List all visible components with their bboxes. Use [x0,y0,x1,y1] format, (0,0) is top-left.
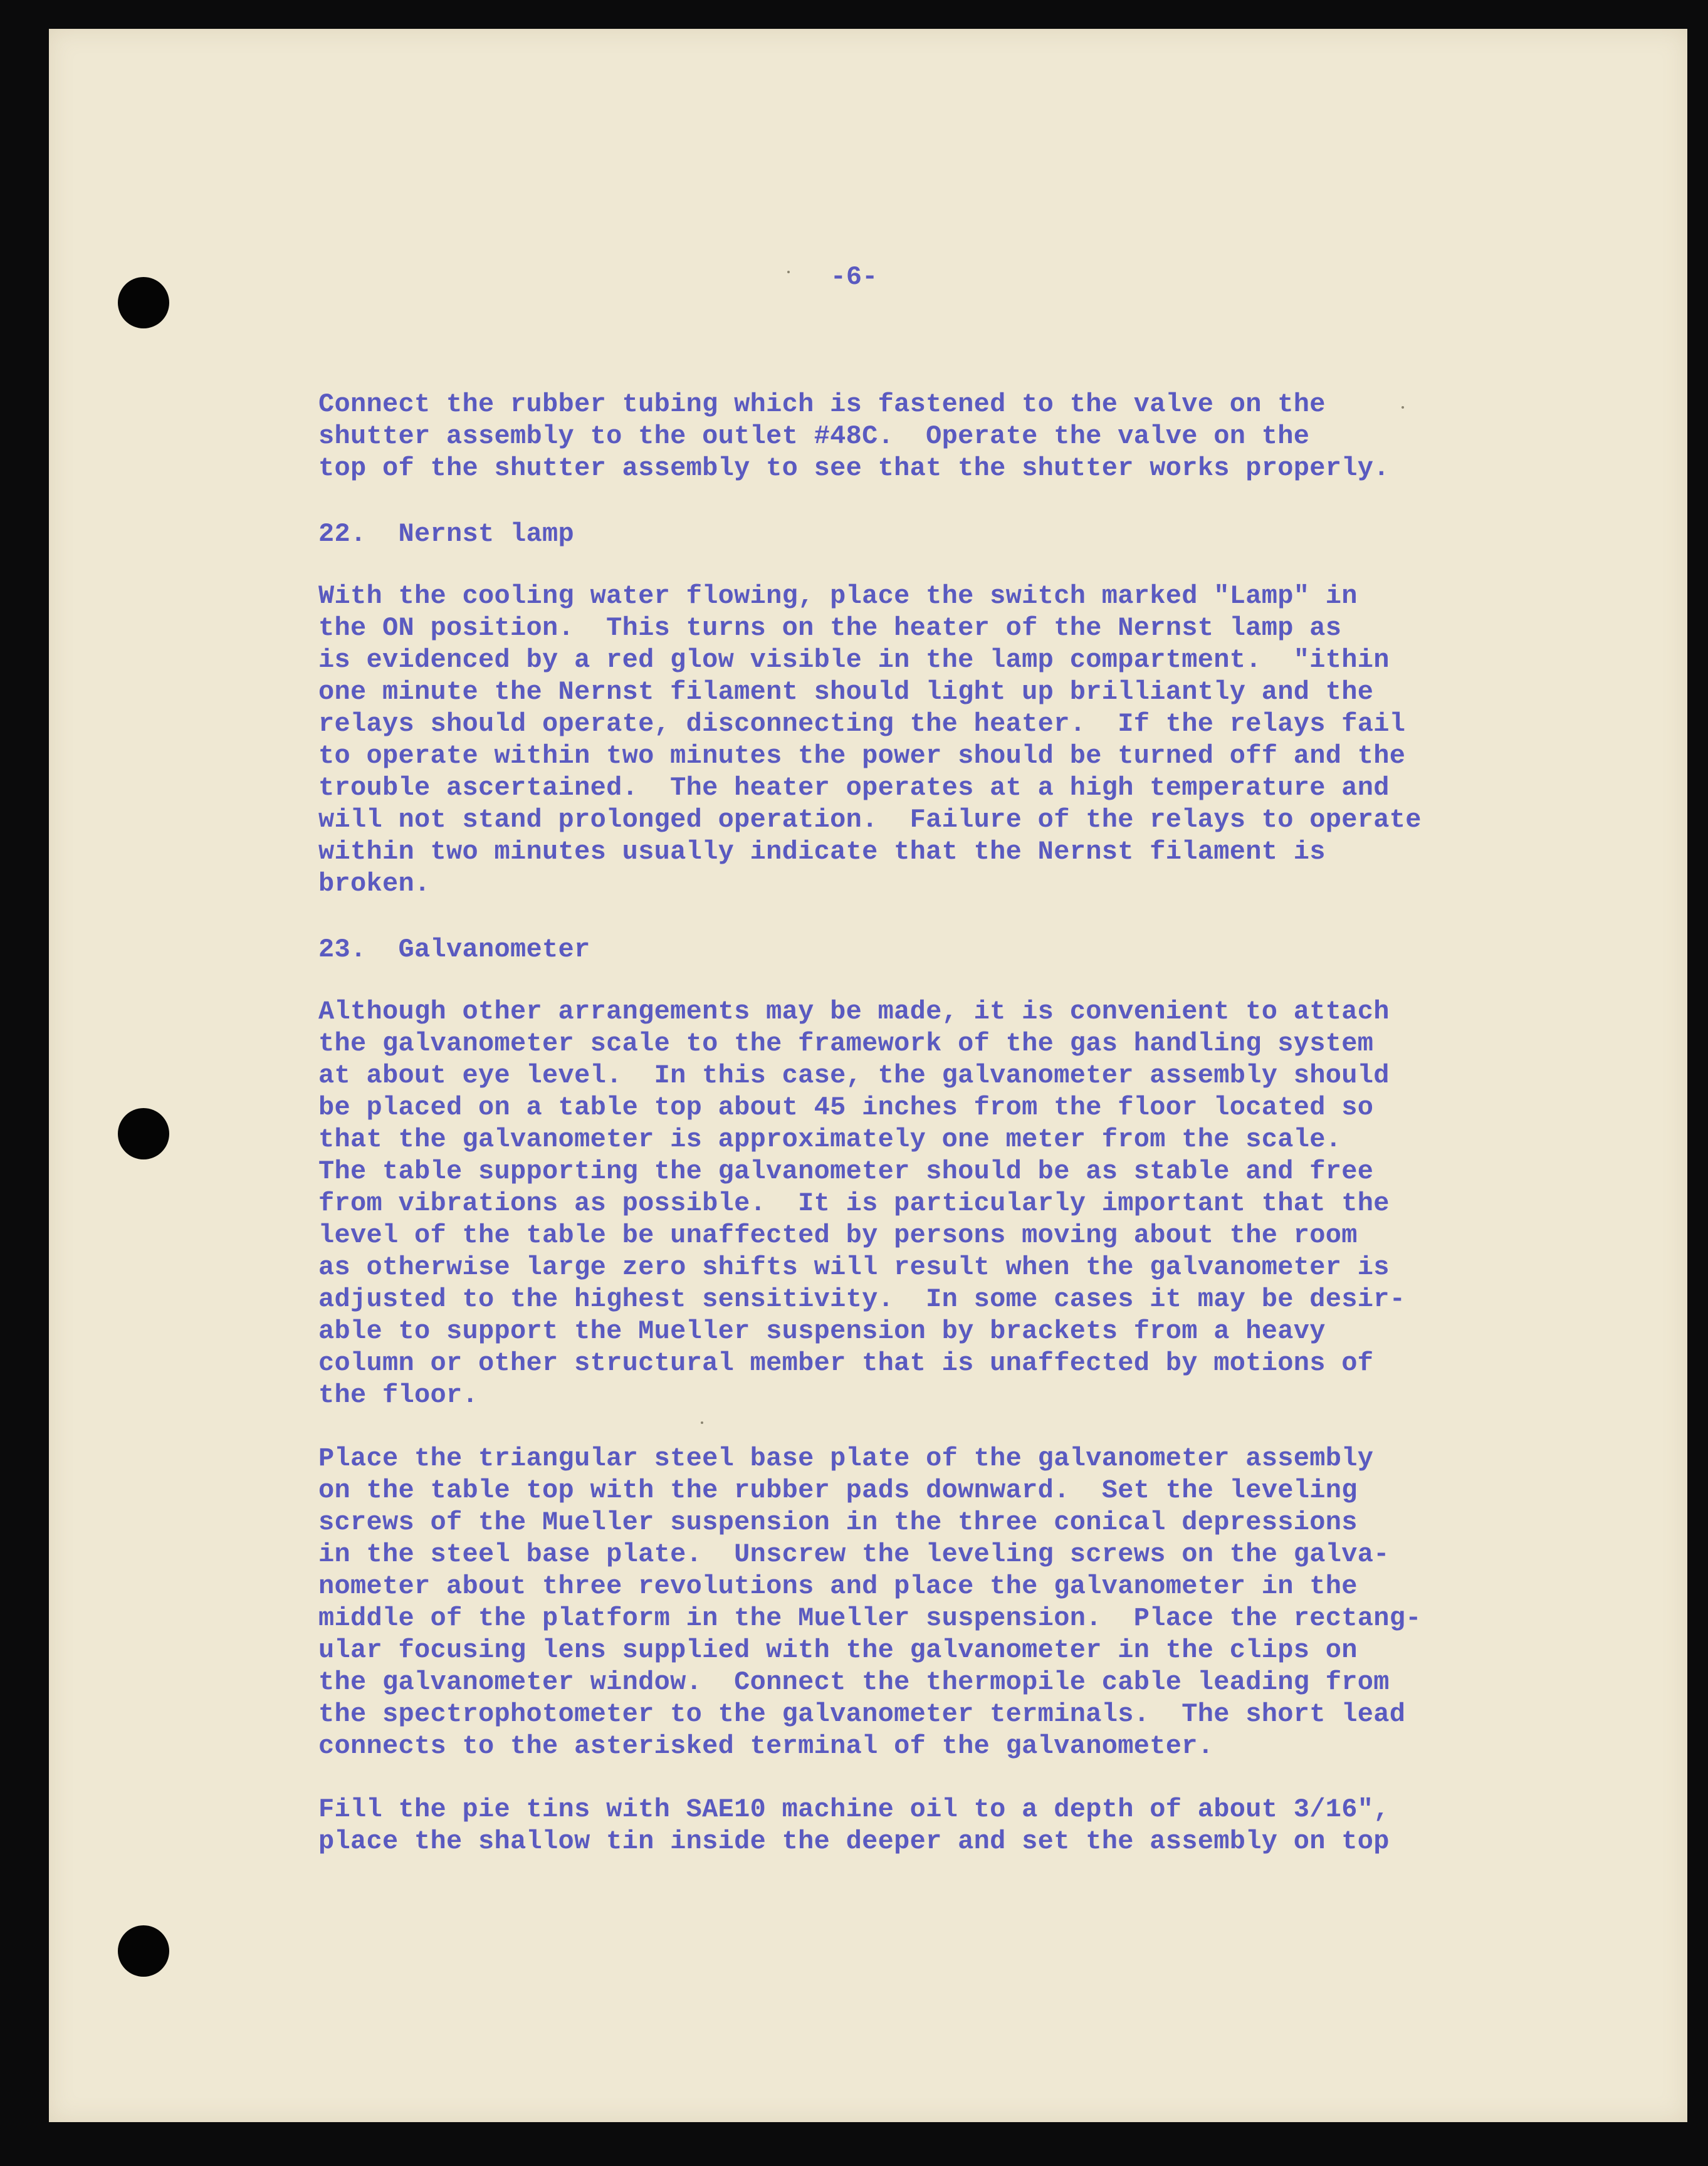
section-heading-nernst-lamp: 22. Nernst lamp [318,519,575,549]
paragraph-galvanometer-assembly: Place the triangular steel base plate of the galvanometer assembly on the table top with the rubber pads downward. Set the leveling screws of the Mueller suspension in the three conical depressions in the steel base plate. Unscrew the leveling screws on the galva- nometer about three revolutions and place the galvanometer in the middle of the platform in the Mueller suspension. Place the rectang- ular focusing lens supplied with the galvanometer in the clips on the galvanometer window. Connect the thermopile cable leading from the spectrophotometer to the galvanometer terminals. The short lead connects to the asterisked terminal of the galvanometer. [318,1443,1422,1761]
section-heading-galvanometer: 23. Galvanometer [318,934,590,965]
paragraph-shutter-connection: Connect the rubber tubing which is fastened to the valve on the shutter assembly to the outlet #48C. Operate the valve on the top of the shutter assembly to see that the shutter works properly. [318,389,1390,483]
paragraph-nernst-lamp: With the cooling water flowing, place the switch marked "Lamp" in the ON position. This turns on the heater of the Nernst lamp as is evidenced by a red glow visible in the lamp compartment. "ithin one minute the Nernst filament should light up brilliantly and the relays should operate, disconnecting the heater. If the relays fail to operate within two minutes the power should be turned off and the trouble ascertained. The heater operates at a high temperature and will not stand prolonged operation. Failure of the relays to operate within two minutes usually indicate that the Nernst filament is broken. [318,581,1422,899]
paper-speck [701,1421,703,1424]
paragraph-galvanometer-placement: Although other arrangements may be made, it is convenient to attach the galvanometer scale to the framework of the gas handling system at about eye level. In this case, the galvanometer assembly should be placed on a table top about 45 inches from the floor located so that the galvanometer is approximately one meter from the scale. The table supporting the galvanometer should be as stable and free from vibrations as possible. It is particularly important that the level of the table be unaffected by persons moving about the room as otherwise large zero shifts will result when the galvanometer is adjusted to the highest sensitivity. In some cases it may be desir- able to support the Mueller suspension by brackets from a heavy column or other structural member that is unaffected by motions of the floor. [318,997,1406,1410]
paragraph-oil-damping: Fill the pie tins with SAE10 machine oil to a depth of about 3/16", place the shallow tin inside the deeper and set the assembly on top [318,1794,1390,1856]
punch-hole-middle [118,1108,169,1159]
punch-hole-bottom [118,1925,169,1977]
page-number: -6- [830,262,878,292]
